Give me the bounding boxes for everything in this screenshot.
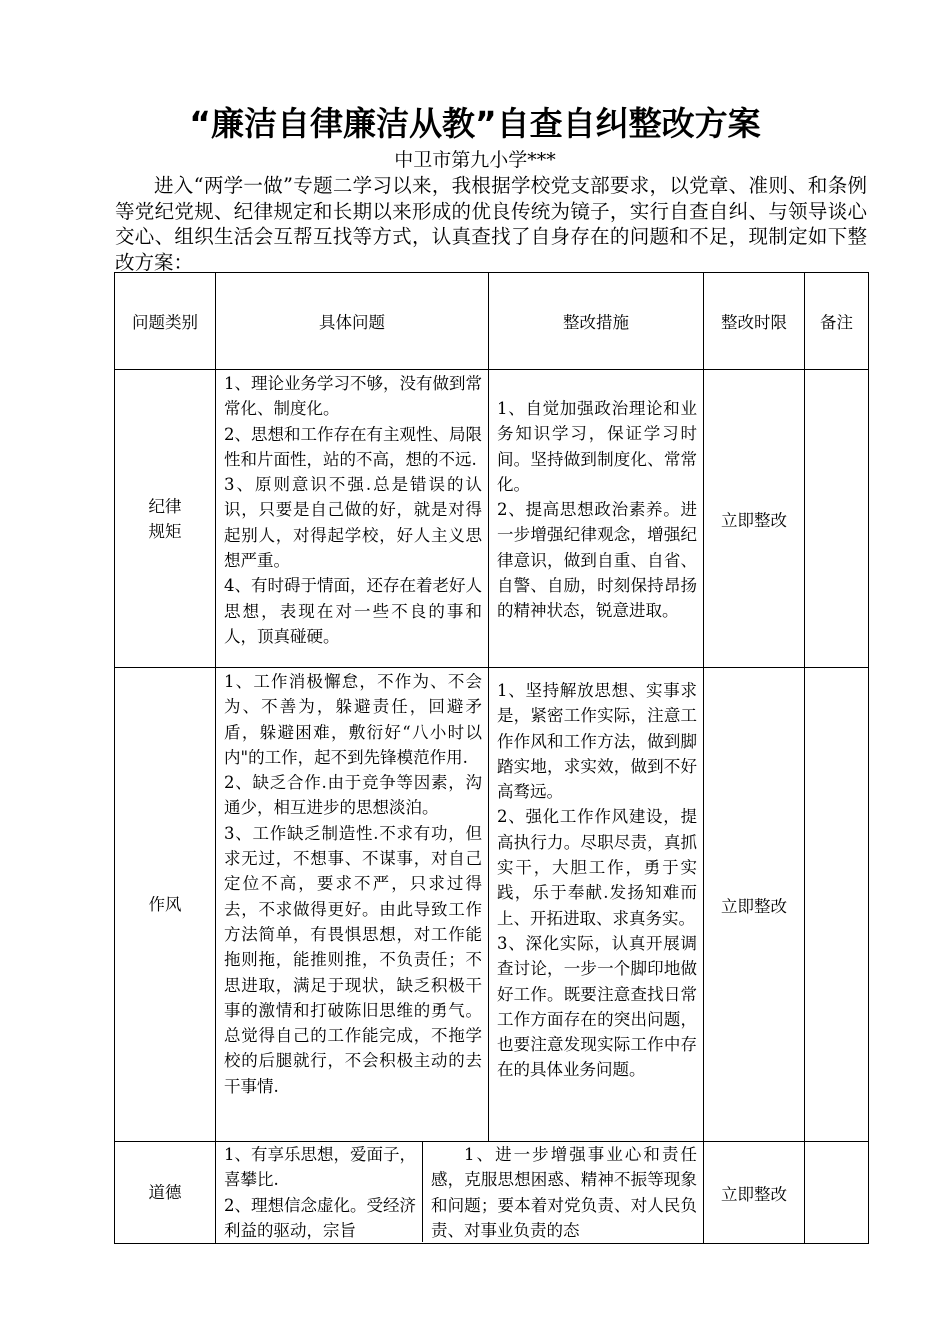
problem-item: 2、理想信念虚化。受经济利益的驱动，宗旨 — [224, 1195, 416, 1240]
measure-item: 1、坚持解放思想、实事求是，紧密工作实际，注意工作作风和工作方法，做到脚踏实地，求实效，做到不好高骛远。 — [497, 681, 697, 802]
table-row — [115, 668, 869, 1142]
header-category: 问题类别 — [115, 273, 216, 370]
header-note: 备注 — [805, 273, 869, 370]
measures-cell — [489, 668, 704, 1142]
rectification-table — [114, 272, 869, 1244]
note-cell — [805, 1142, 869, 1244]
table-row — [115, 1142, 869, 1244]
problem-item: 3、原则意识不强.总是错误的认识，只要是自己做的好，就是对得起别人，对得起学校，好人主义思想严重。 — [224, 475, 482, 571]
note-cell — [805, 370, 869, 668]
problem-item: 2、思想和工作存在有主观性、局限性和片面性，站的不高，想的不远. — [224, 424, 482, 469]
problems-cell — [216, 668, 489, 1142]
header-problem: 具体问题 — [216, 273, 489, 370]
limit-cell: 立即整改 — [704, 370, 805, 668]
category-morality: 道德 — [115, 1142, 216, 1244]
table-row — [115, 370, 869, 668]
note-cell — [805, 668, 869, 1142]
problem-item: 1、理论业务学习不够，没有做到常常化、制度化。 — [224, 374, 482, 419]
problem-item: 1、工作消极懈怠，不作为、不会为、不善为，躲避责任，回避矛盾，躲避困难，敷衍好“八小时以内"的工作，起不到先锋模范作用. — [224, 672, 482, 767]
problem-item: 1、有享乐思想，爱面子，喜攀比. — [224, 1145, 416, 1190]
problem-item: 4、有时碍于情面，还存在着老好人思想，表现在对一些不良的事和人，顶真碰硬。 — [224, 576, 482, 646]
problems-cell — [216, 370, 489, 668]
intro-paragraph: 进入“两学一做”专题二学习以来，我根据学校党支部要求，以党章、准则、和条例等党纪党规、纪律规定和长期以来形成的优良传统为镜子，实行自查自纠、与领导谈心交心、组织生活会互帮互找等方式，认真查找了自身存在的问题和不足，现制定如下整改方案： — [115, 174, 867, 274]
measure-item: 1、进一步增强事业心和责任感，克服思想困惑、精神不振等现象和问题；要本着对党负责、对人民负责、对事业负责的态 — [431, 1145, 697, 1240]
header-limit: 整改时限 — [704, 273, 805, 370]
school-name: 中卫市第九小学*** — [394, 149, 556, 171]
header-measure: 整改措施 — [489, 273, 704, 370]
problems-cell — [216, 1142, 704, 1244]
category-style: 作风 — [115, 668, 216, 1142]
limit-cell: 立即整改 — [704, 668, 805, 1142]
document-title: “廉洁自律廉洁从教”自查自纠整改方案 — [189, 104, 761, 143]
table-header-row — [115, 273, 869, 370]
measure-item: 2、提高思想政治素养。进一步增强纪律观念，增强纪律意识，做到自重、自省、自警、自励，时刻保持昂扬的精神状态，锐意进取。 — [497, 500, 697, 621]
limit-cell: 立即整改 — [704, 1142, 805, 1244]
problem-item: 3、工作缺乏制造性.不求有功，但求无过，不想事、不谋事，对自己定位不高，要求不严，只求过得去，不求做得更好。由此导致工作方法简单，有畏惧思想，对工作能拖则拖，能推则推，不负责任；不思进取，满足于现状，缺乏积极干事的激情和打破陈旧思维的勇气。总觉得自己的工作能完成，不拖学校的后腿就行，不会积极主动的去干事情. — [224, 823, 482, 1096]
measure-item: 1、自觉加强政治理论和业务知识学习，保证学习时间。坚持做到制度化、常常化。 — [497, 399, 697, 494]
measure-item: 2、强化工作作风建设，提高执行力。尽职尽责，真抓实干，大胆工作，勇于实践，乐于奉献.发扬知难而上、开拓进取、求真务实。 — [497, 807, 697, 928]
measure-item: 3、深化实际，认真开展调查讨论，一步一个脚印地做好工作。既要注意查找日常工作方面存在的突出问题，也要注意发现实际工作中存在的具体业务问题。 — [497, 933, 697, 1080]
measures-cell — [489, 370, 704, 668]
category-discipline: 纪律 规矩 — [115, 370, 216, 668]
problem-item: 2、缺乏合作.由于竞争等因素，沟通少，相互进步的思想淡泊。 — [224, 773, 482, 818]
